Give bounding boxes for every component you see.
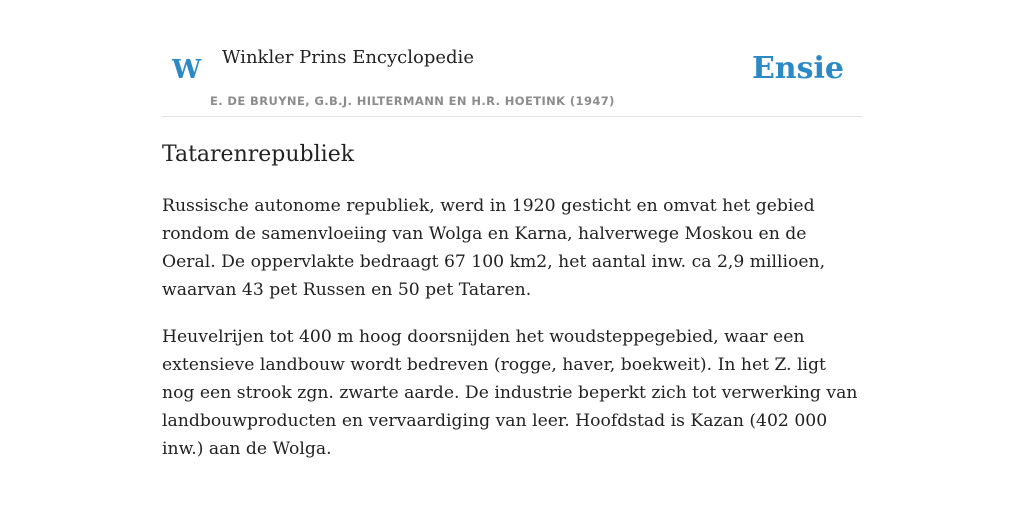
- article-title: Tatarenrepubliek: [162, 142, 355, 167]
- book-authors: E. DE BRUYNE, G.B.J. HILTERMANN EN H.R. HOETINK (1947): [210, 94, 615, 108]
- article-paragraph: Russische autonome republiek, werd in 1920 gesticht en omvat het gebied rondom de samenvloeiing van Wolga en Karna, halverwege Moskou en de Oeral. De oppervlakte bedraagt 67 100 km2, het aantal inw. ca 2,9 millioen, waarvan 43 pet Russen en 50 pet Tataren.: [162, 196, 826, 300]
- article-body: [162, 192, 862, 482]
- ensie-logo[interactable]: Ensie: [751, 51, 844, 86]
- book-title[interactable]: Winkler Prins Encyclopedie: [222, 47, 474, 68]
- encyclopedia-logo[interactable]: W: [172, 55, 202, 85]
- site-header: [162, 40, 862, 117]
- article-paragraph: Heuvelrijen tot 400 m hoog doorsnijden het woudsteppegebied, waar een extensieve landbouw wordt bedreven (rogge, haver, boekweit). In het Z. ligt nog een strook zgn. zwarte aarde. De industrie beperkt zich tot verwerking van landbouwproducten en vervaardiging van leer. Hoofdstad is Kazan (402 000 inw.) aan de Wolga.: [162, 327, 858, 459]
